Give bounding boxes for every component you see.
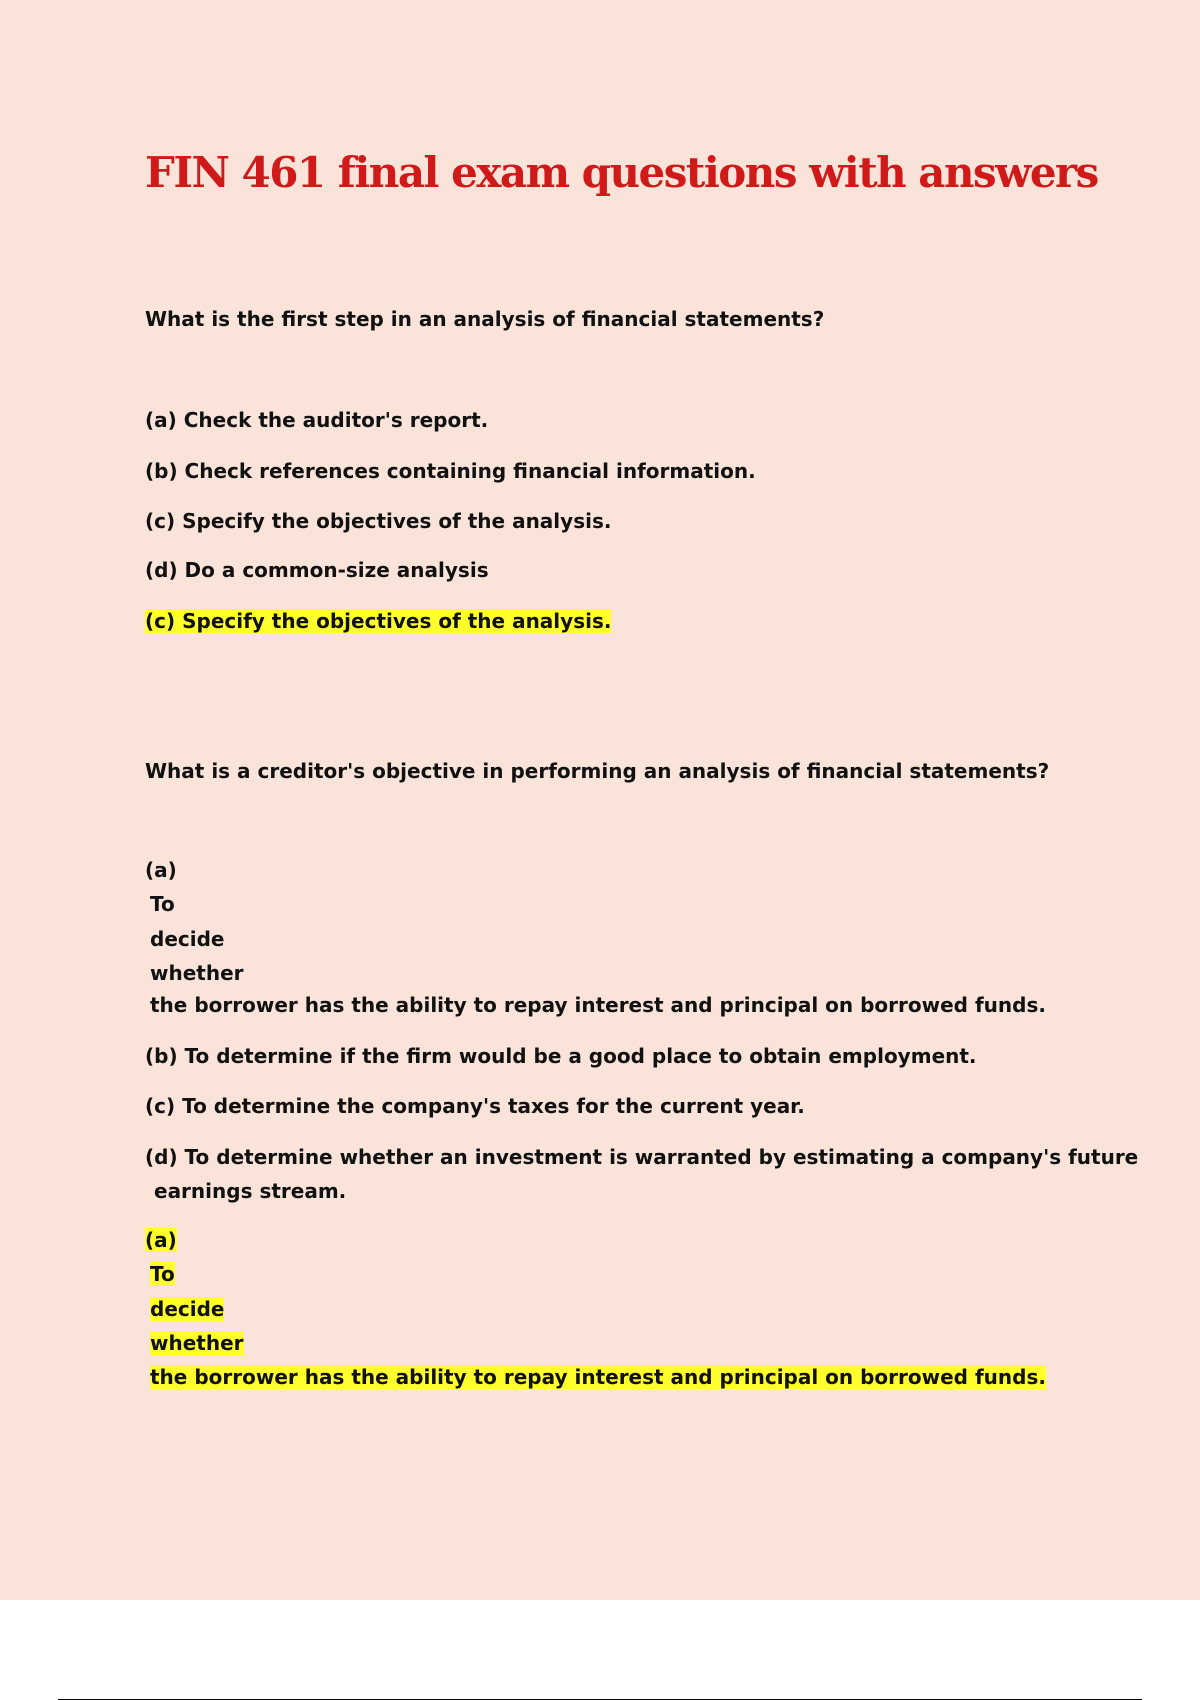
question-2-option-c: (c) To determine the company's taxes for the current year. [145,1094,805,1118]
question-1-option-b: (b) Check references containing financial information. [145,459,756,483]
question-2-answer-line-5 [150,1365,1046,1389]
question-2-option-a-line-4: whether [150,961,244,985]
question-2-option-b: (b) To determine if the firm would be a good place to obtain employment. [145,1044,977,1068]
answer-highlight: (a) [145,1228,177,1252]
question-2-answer-line-2 [150,1262,175,1286]
question-2-answer-line-3 [150,1297,224,1321]
question-1-option-c: (c) Specify the objectives of the analysis. [145,509,612,533]
document-title: FIN 461 final exam questions with answers [145,148,1098,197]
question-2-option-d: (d) To determine whether an investment is warranted by estimating a company's future [145,1145,1139,1169]
question-2-option-a-line-1: (a) [145,858,177,882]
question-2-answer-line-1 [145,1228,177,1252]
question-2-option-a-line-2: To [150,892,175,916]
answer-highlight: To [150,1262,175,1286]
answer-highlight: the borrower has the ability to repay interest and principal on borrowed funds. [150,1365,1046,1389]
question-1-answer [145,609,611,633]
question-2-option-a-line-3: decide [150,927,225,951]
answer-highlight: decide [150,1297,225,1321]
question-1-option-a: (a) Check the auditor's report. [145,408,489,432]
question-2-option-a-line-5: the borrower has the ability to repay interest and principal on borrowed funds. [150,993,1046,1017]
answer-highlight: whether [150,1331,244,1355]
question-2-option-d-continuation: earnings stream. [154,1179,347,1203]
question-1-option-d: (d) Do a common-size analysis [145,558,489,582]
question-2-answer-line-4 [150,1331,244,1355]
question-2-text: What is a creditor's objective in performing an analysis of financial statements? [145,759,1050,783]
question-1-text: What is the first step in an analysis of financial statements? [145,307,825,331]
answer-highlight: (c) Specify the objectives of the analysis. [145,609,612,633]
